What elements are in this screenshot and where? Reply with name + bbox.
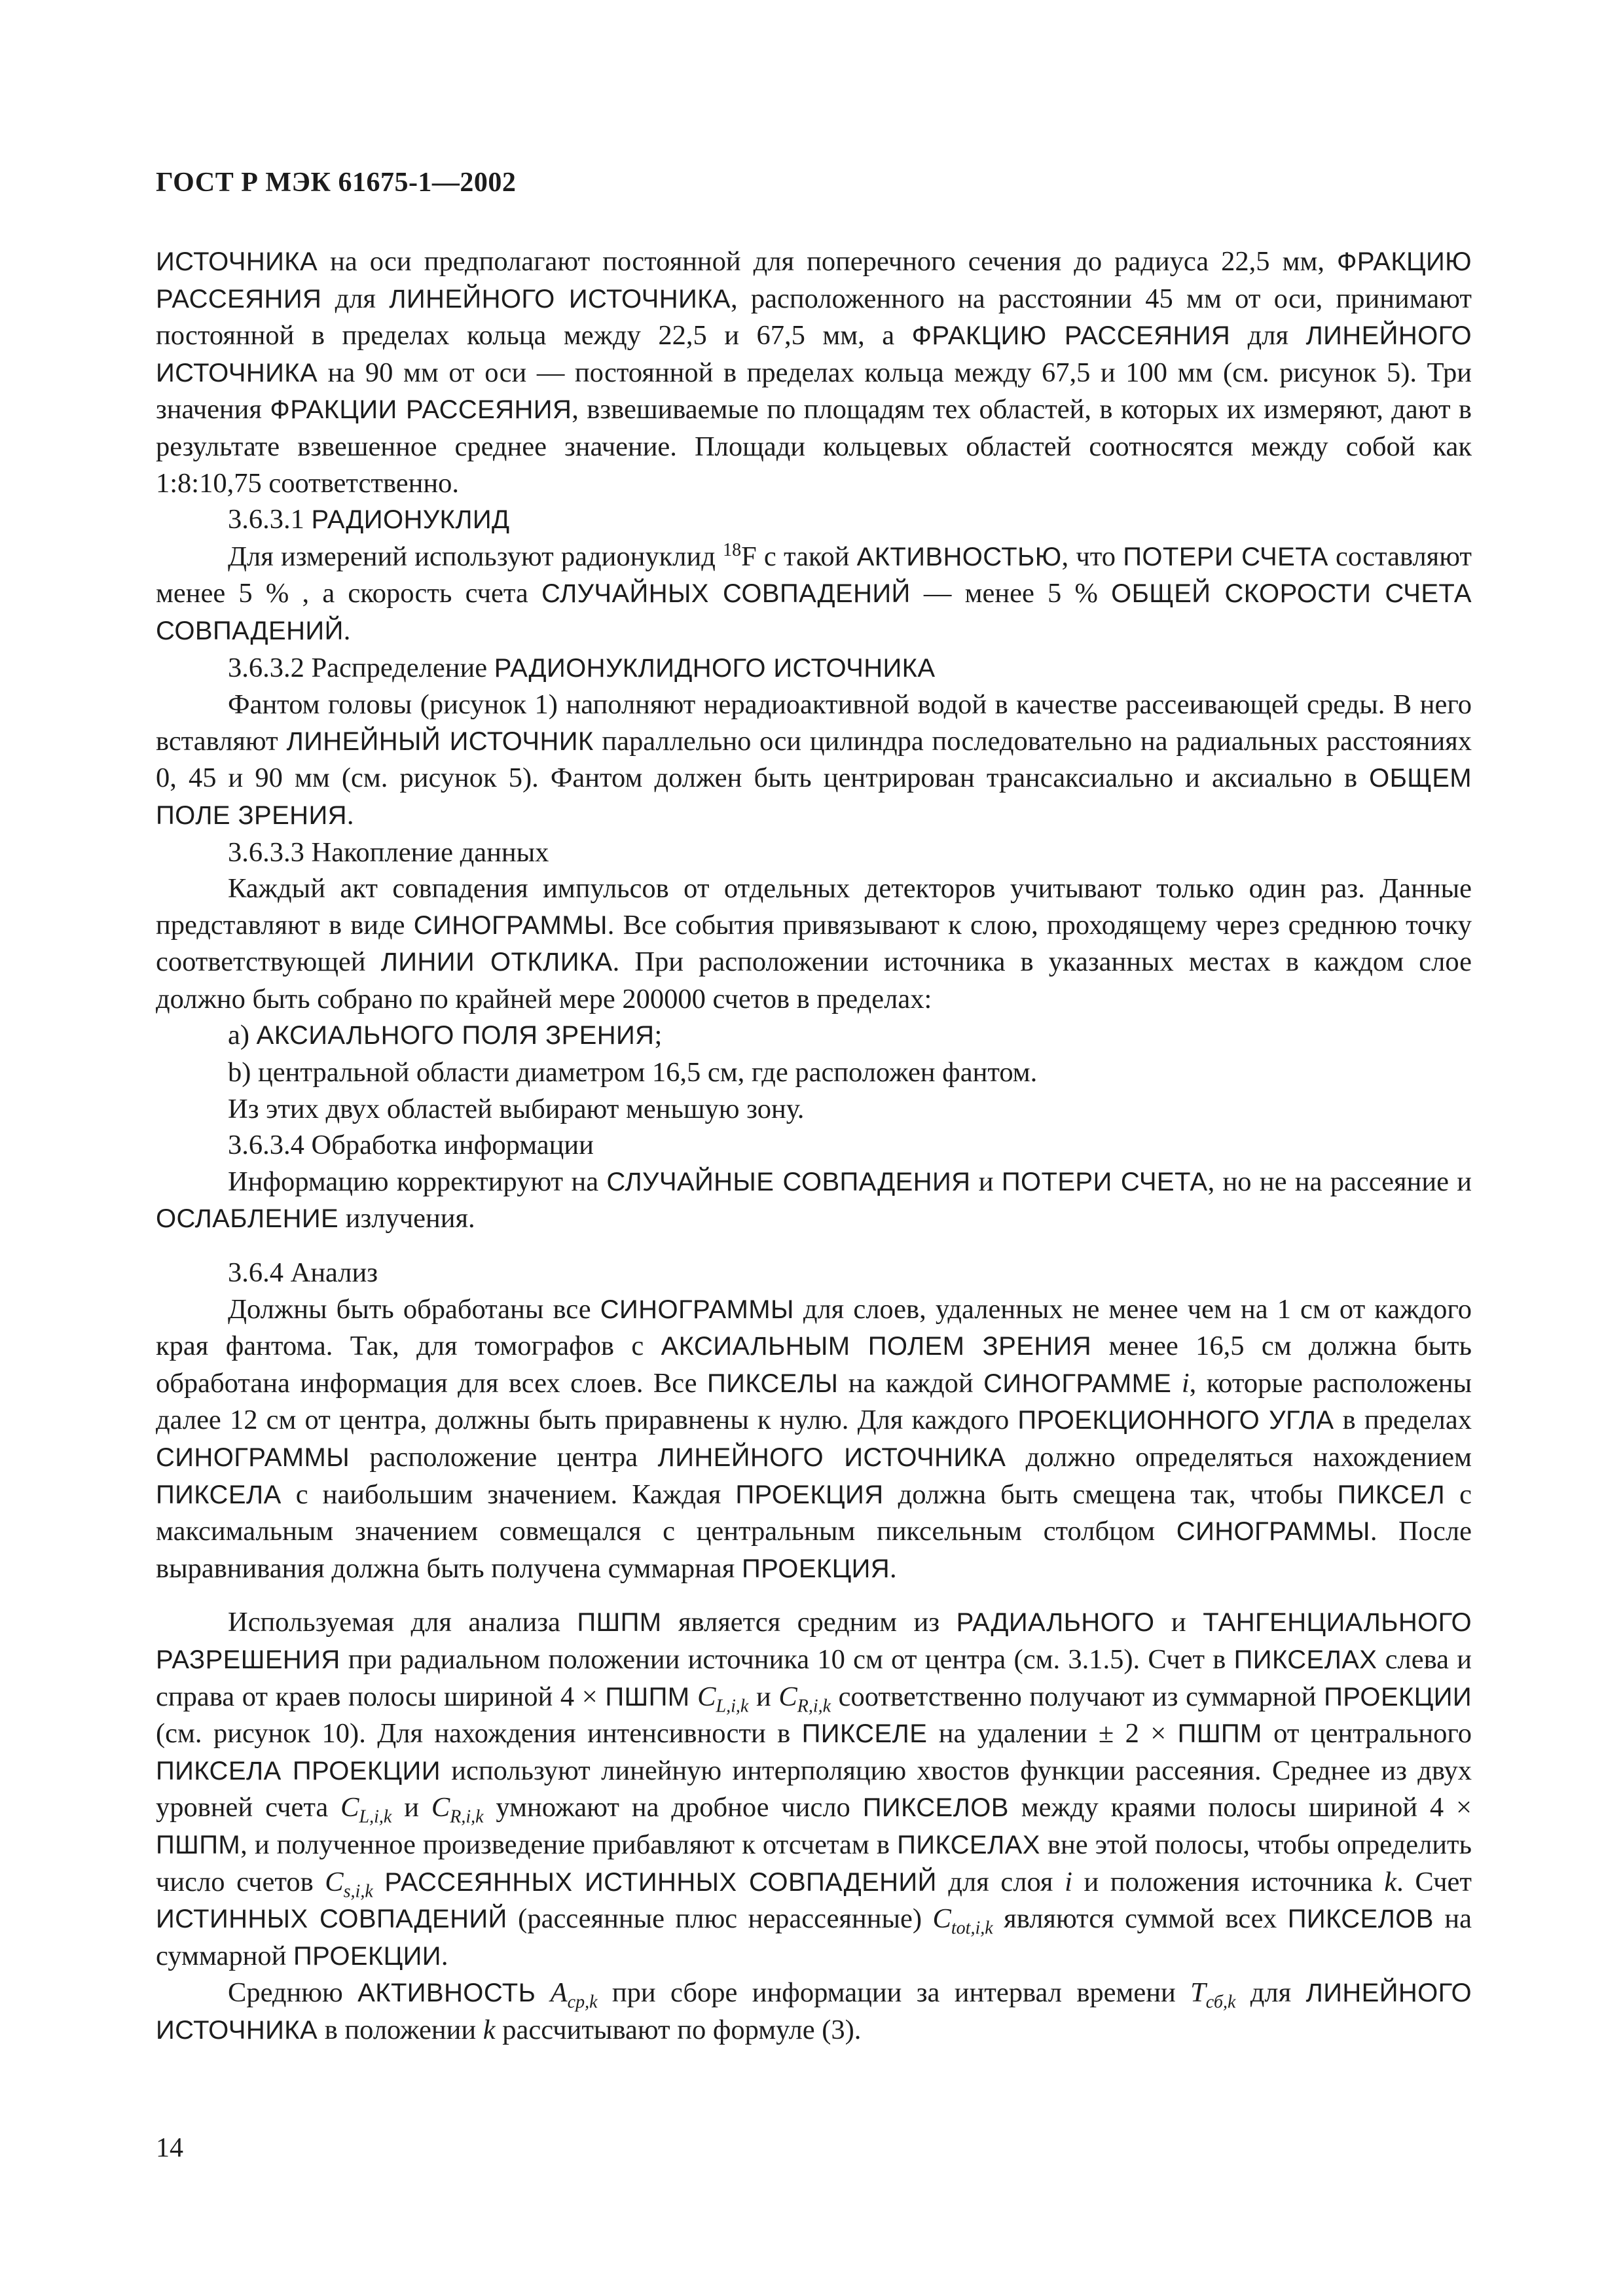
paragraph: Информацию корректируют на СЛУЧАЙНЫЕ СОВПАДЕНИЯ и ПОТЕРИ СЧЕТА, но не на рассеяние и ОСЛАБЛЕНИЕ излучения. bbox=[156, 1166, 1472, 1234]
section-heading: 3.6.3.1 РАДИОНУКЛИД bbox=[228, 504, 510, 535]
paragraph: Должны быть обработаны все СИНОГРАММЫ для слоев, удаленных не менее чем на 1 см от каждого края фантома. Так, для томографов с АКСИАЛЬНЫМ ПОЛЕМ ЗРЕНИЯ менее 16,5 см должна быть обработана информация для всех слоев. Все ПИКСЕЛЫ на каждой СИНОГРАММЕ i, которые расположены далее 12 см от центра, должны быть приравнены к нулю. Для каждого ПРОЕКЦИОННОГО УГЛА в пределах СИНОГРАММЫ расположение центра ЛИНЕЙНОГО ИСТОЧНИКА должно определяться нахождением ПИКСЕЛА с наибольшим значением. Каждая ПРОЕКЦИЯ должна быть смещена так, чтобы ПИКСЕЛ с максимальным значением совмещался с центральным пиксельным столбцом СИНОГРАММЫ. После выравнивания должна быть получена суммарная ПРОЕКЦИЯ. bbox=[156, 1293, 1472, 1584]
paragraph: Используемая для анализа ПШПМ является средним из РАДИАЛЬНОГО и ТАНГЕНЦИАЛЬНОГО РАЗРЕШЕНИЯ при радиальном положении источника 10 см от центра (см. 3.1.5). Счет в ПИКСЕЛАХ слева и справа от краев полосы шириной 4 × ПШПМ $C_{L,i,k}$ и $C_{R,i,k}$ соответственно получают из суммарной ПРОЕКЦИИ (см. рисунок 10). Для нахождения интенсивности в ПИКСЕЛЕ на удалении ± 2 × ПШПМ от центрального ПИКСЕЛА ПРОЕКЦИИ используют линейную интерполяцию хвостов функции рассеяния. Среднее из двух уровней счета $C_{L,i,k}$ и $C_{R,i,k}$ умножают на дробное число ПИКСЕЛОВ между краями полосы шириной 4 × ПШПМ, и полученное произведение прибавляют к отсчетам в ПИКСЕЛАХ вне этой полосы, чтобы определить число счетов $C_{s,i,k}$ РАССЕЯННЫХ ИСТИННЫХ СОВПАДЕНИЙ для слоя i и положения источника k. Счет ИСТИННЫХ СОВПАДЕНИЙ (рассеянные плюс нерассеянные) $C_{tot,i,k}$ являются суммой всех ПИКСЕЛОВ на суммарной ПРОЕКЦИИ. bbox=[156, 1607, 1472, 1971]
paragraph: Среднюю АКТИВНОСТЬ $A_{ср,k}$ при сборе информации за интервал времени $T_{сб,k}$ для ЛИНЕЙНОГО ИСТОЧНИКА в положении k рассчитывают по формуле (3). bbox=[156, 1977, 1472, 2045]
paragraph: ИСТОЧНИКА на оси предполагают постоянной для поперечного сечения до радиуса 22,5 мм, ФРАКЦИЮ РАССЕЯНИЯ для ЛИНЕЙНОГО ИСТОЧНИКА, расположенного на расстоянии 45 мм от оси, принимают постоянной в пределах кольца между 22,5 и 67,5 мм, а ФРАКЦИЮ РАССЕЯНИЯ для ЛИНЕЙНОГО ИСТОЧНИКА на 90 мм от оси — постоянной в пределах кольца между 67,5 и 100 мм (см. рисунок 5). Три значения ФРАКЦИИ РАССЕЯНИЯ, взвешиваемые по площадям тех областей, в которых их измеряют, дают в результате взвешенное среднее значение. Площади кольцевых областей соотносятся между собой как 1:8:10,75 соответственно. bbox=[156, 246, 1472, 499]
section-heading: 3.6.3.4 Обработка информации bbox=[228, 1130, 594, 1161]
section-heading: 3.6.3.3 Накопление данных bbox=[228, 836, 549, 868]
page-number: 14 bbox=[156, 2133, 183, 2163]
list-item: b) центральной области диаметром 16,5 см, где расположен фантом. bbox=[228, 1057, 1038, 1088]
list-item: а) АКСИАЛЬНОГО ПОЛЯ ЗРЕНИЯ; bbox=[228, 1020, 663, 1051]
paragraph: Фантом головы (рисунок 1) наполняют нерадиоактивной водой в качестве рассеивающей среды. В него вставляют ЛИНЕЙНЫЙ ИСТОЧНИК параллельно оси цилиндра последовательно на радиальных расстояниях 0, 45 и 90 мм (см. рисунок 5). Фантом должен быть центрирован трансаксиально и аксиально в ОБЩЕМ ПОЛЕ ЗРЕНИЯ. bbox=[156, 689, 1472, 831]
document-header: ГОСТ Р МЭК 61675-1—2002 bbox=[156, 168, 517, 198]
section-heading: 3.6.3.2 Распределение РАДИОНУКЛИДНОГО ИСТОЧНИКА bbox=[228, 652, 936, 683]
body-text bbox=[156, 243, 1472, 2049]
paragraph: Для измерений используют радионуклид $^{18}$F с такой АКТИВНОСТЬЮ, что ПОТЕРИ СЧЕТА составляют менее 5 % , а скорость счета СЛУЧАЙНЫХ СОВПАДЕНИЙ — менее 5 % ОБЩЕЙ СКОРОСТИ СЧЕТА СОВПАДЕНИЙ. bbox=[156, 539, 1472, 646]
section-heading: 3.6.4 Анализ bbox=[228, 1257, 378, 1289]
paragraph: Из этих двух областей выбирают меньшую зону. bbox=[228, 1093, 805, 1124]
paragraph: Каждый акт совпадения импульсов от отдельных детекторов учитывают только один раз. Данные представляют в виде СИНОГРАММЫ. Все события привязывают к слою, проходящему через среднюю точку соответствующей ЛИНИИ ОТКЛИКА. При расположении источника в указанных местах в каждом слое должно быть собрано по крайней мере 200000 счетов в пределах: bbox=[156, 873, 1472, 1014]
